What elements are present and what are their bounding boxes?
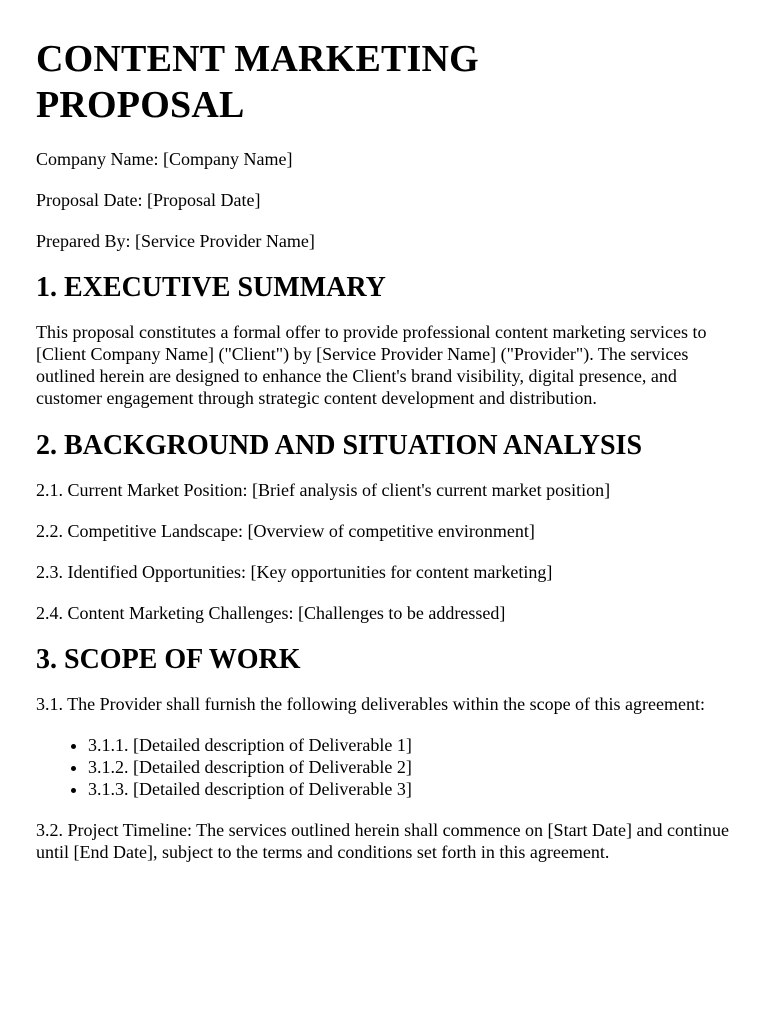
deliverable-item: • 3.1.3. [Detailed description of Deliverable 3] (88, 778, 734, 800)
background-heading: 2. BACKGROUND AND SITUATION ANALYSIS (36, 430, 643, 461)
proposal-meta (36, 148, 734, 252)
deliverable-item: • 3.1.2. [Detailed description of Deliverable 2] (88, 756, 734, 778)
scope-section (36, 643, 734, 863)
document-title (36, 36, 734, 128)
deliverables-list (36, 734, 734, 800)
prepared-by-line: Prepared By: [Service Provider Name] (36, 231, 315, 251)
background-item: 2.4. Content Marketing Challenges: [Challenges to be addressed] (36, 603, 506, 623)
executive-summary-heading: 1. EXECUTIVE SUMMARY (36, 272, 386, 303)
project-timeline: 3.2. Project Timeline: The services outlined herein shall commence on [Start Date] and continue until [End Date], subject to the terms and conditions set forth in this agreement. (36, 820, 729, 862)
background-item: 2.3. Identified Opportunities: [Key opportunities for content marketing] (36, 562, 553, 582)
title-line-2: PROPOSAL (36, 84, 245, 126)
executive-summary-section (36, 271, 734, 409)
background-item: 2.2. Competitive Landscape: [Overview of competitive environment] (36, 521, 535, 541)
background-item: 2.1. Current Market Position: [Brief analysis of client's current market position] (36, 480, 611, 500)
deliverable-item: • 3.1.1. [Detailed description of Deliverable 1] (88, 734, 734, 756)
executive-summary-body: This proposal constitutes a formal offer to provide professional content marketing services to [Client Company Name] ("Client") by [Service Provider Name] ("Provider"). The services outlined herein are designed to enhance the Client's brand visibility, digital presence, and customer engagement through strategic content development and distribution. (36, 322, 707, 408)
proposal-date-line: Proposal Date: [Proposal Date] (36, 190, 261, 210)
scope-heading: 3. SCOPE OF WORK (36, 644, 301, 675)
company-name-line: Company Name: [Company Name] (36, 149, 293, 169)
title-line-1: CONTENT MARKETING (36, 38, 479, 80)
scope-intro: 3.1. The Provider shall furnish the following deliverables within the scope of this agreement: (36, 694, 706, 714)
background-section (36, 429, 734, 624)
